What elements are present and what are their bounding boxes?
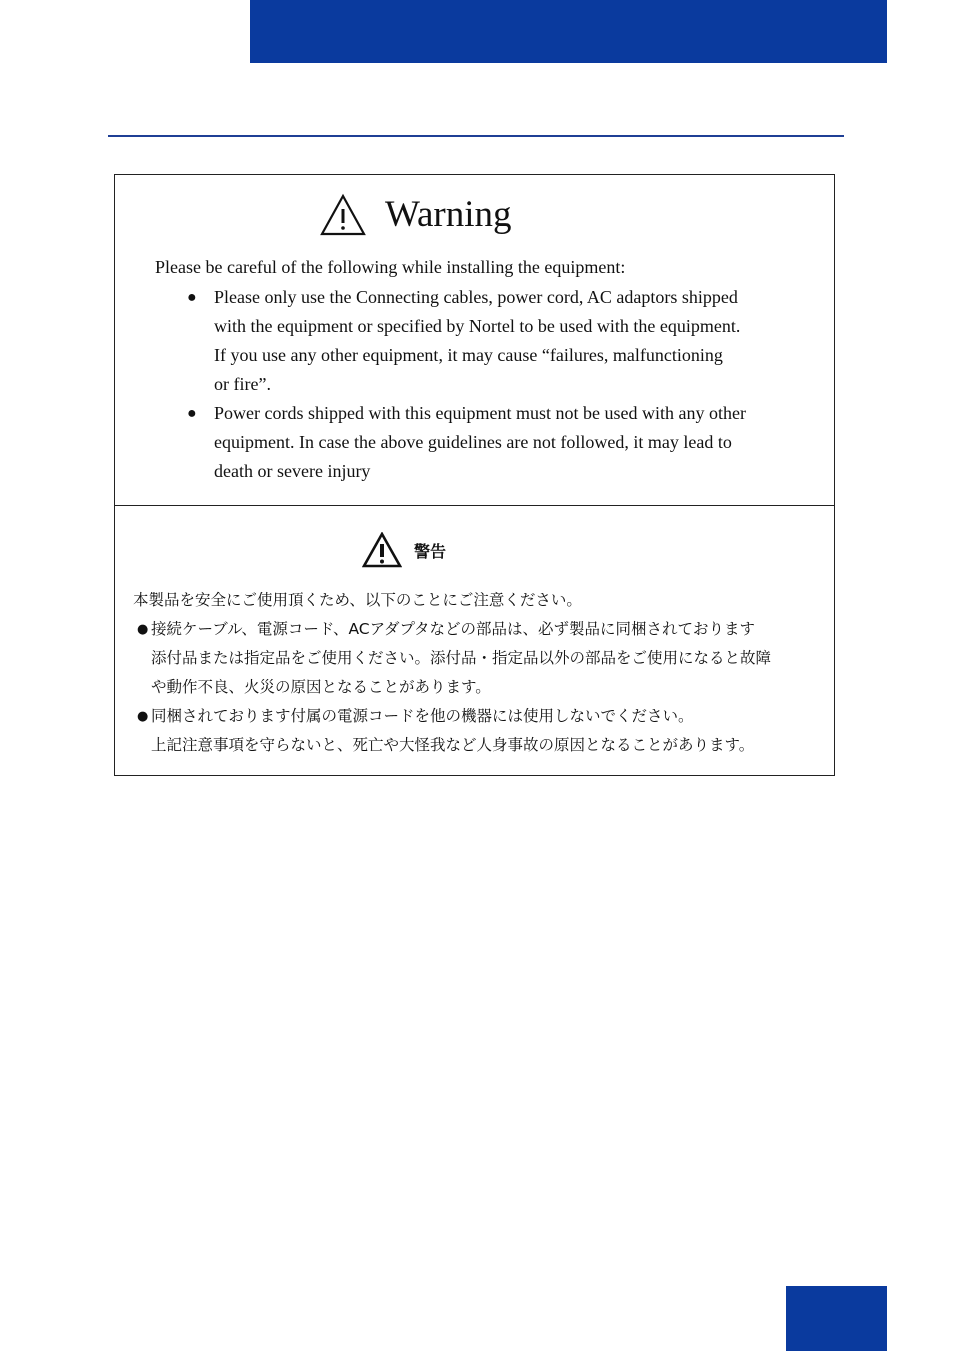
- warning-intro-jp: 本製品を安全にご使用頂くため、以下のことにご注意ください。: [133, 591, 582, 609]
- warning-list: [187, 283, 807, 486]
- warning-section-japanese: [115, 505, 834, 775]
- page-number-tab: [786, 1286, 887, 1351]
- bullet-icon: ●: [187, 405, 197, 422]
- bullet-icon: ●: [187, 289, 197, 306]
- warning-triangle-icon: [362, 532, 402, 568]
- bullet-icon: ●: [137, 709, 149, 724]
- warning-list-jp: [137, 615, 827, 760]
- warning-section-english: [115, 175, 834, 506]
- warning-box: [114, 174, 835, 776]
- warning-triangle-icon: [319, 193, 367, 237]
- header-bar: [250, 0, 887, 63]
- list-item: ● 接続ケーブル、電源コード、ACアダプタなどの部品は、必ず製品に同梱されております 添付品または指定品をご使用ください。添付品・指定品以外の部品をご使用になると故障 や動作不良、火災の原因となることがあります。: [137, 615, 827, 702]
- warning-title-jp: [362, 532, 446, 568]
- list-item: ● 同梱されております付属の電源コードを他の機器には使用しないでください。 上記注意事項を守らないと、死亡や大怪我など人身事故の原因となることがあります。: [137, 702, 827, 760]
- warning-intro: Please be careful of the following while installing the equipment:: [155, 257, 626, 277]
- list-item: ● Please only use the Connecting cables, power cord, AC adaptors shipped with the equipment or specified by Nortel to be used with the equipment. If you use any other equipment, it may cause “failures, malfunctioning or fire”.: [187, 283, 807, 399]
- bullet-icon: ●: [137, 622, 149, 637]
- warning-title: [319, 193, 511, 237]
- header-rule: [108, 135, 844, 137]
- warning-title-text: Warning: [385, 194, 512, 235]
- warning-title-jp-text: 警告: [414, 541, 447, 561]
- list-item: ● Power cords shipped with this equipment must not be used with any other equipment. In case the above guidelines are not followed, it may lead to death or severe injury: [187, 399, 807, 486]
